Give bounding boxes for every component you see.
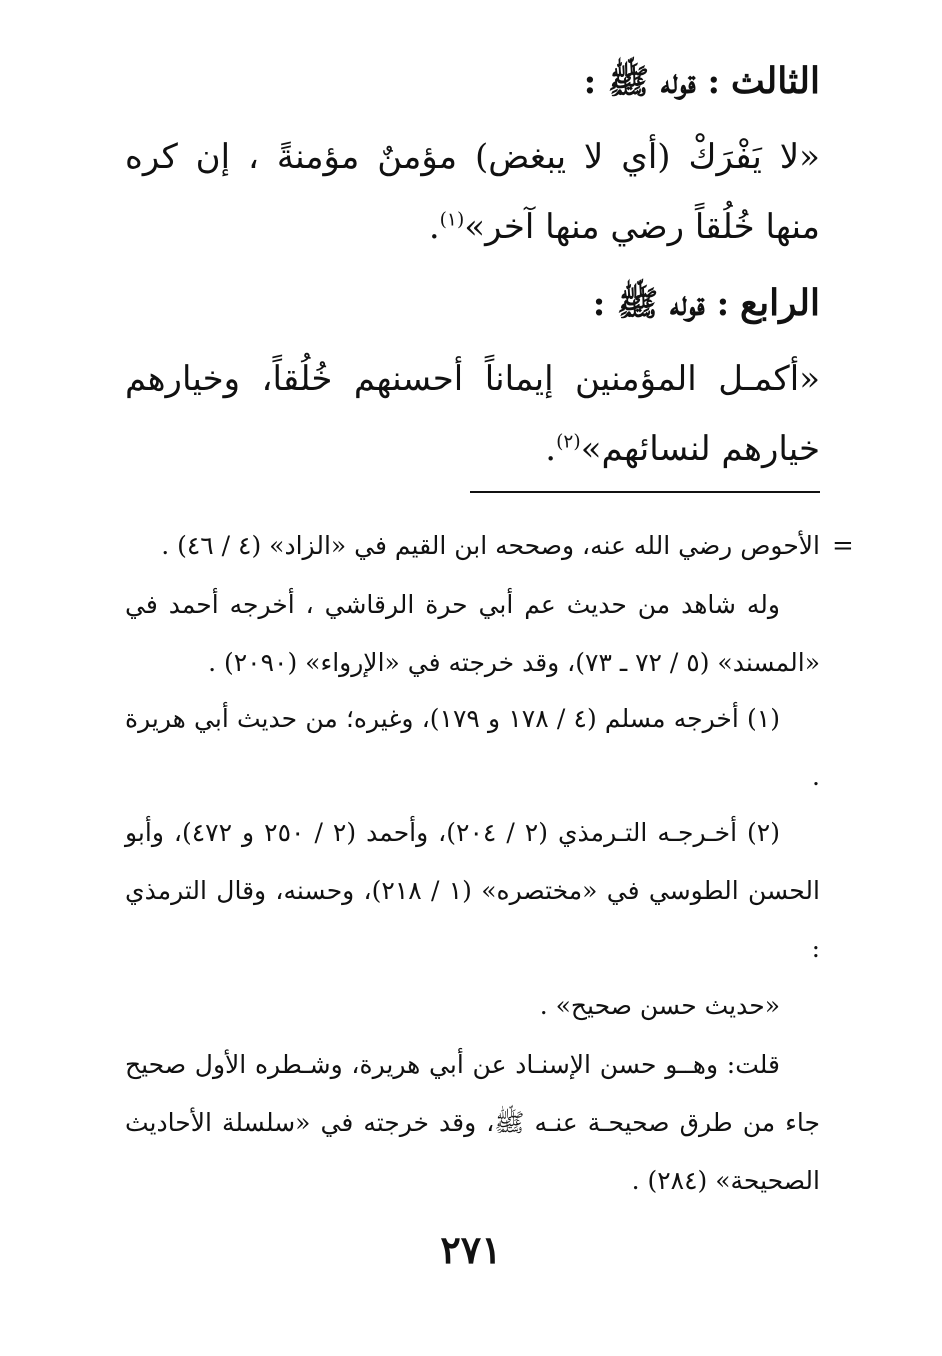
page-number: ٢٧١: [440, 1227, 502, 1272]
footnote-separator: [470, 491, 820, 493]
third-hadith-text: «لا يَفْرَكْ (أي لا يبغض) مؤمنٌ مؤمنةً ، إن كره منها خُلُقاً رضي منها آخر»: [125, 137, 820, 247]
fourth-hadith: [125, 344, 820, 484]
footnote-ref-2: (٢): [556, 431, 581, 453]
fourth-heading-rest: : قوله ﷺ :: [592, 284, 730, 324]
fourth-hadith-end: .: [545, 429, 557, 469]
footnote-quote: «حديث حسن صحيح» .: [539, 991, 780, 1020]
third-hadith-end: .: [428, 207, 440, 247]
footnote-continuation: الأحوص رضي الله عنه، وصححه ابن القيم في «الزاد» (٤ / ٤٦) .: [161, 531, 820, 560]
footnote-2: (٢) أخـرجـه التـرمذي (٢ / ٢٠٤)، وأحمد (٢ / ٢٥٠ و ٤٧٢)، وأبو الحسن الطوسي في «مختصره» (١ / ٢١٨)، وحسنه، وقال الترمذي :: [125, 818, 820, 963]
fourth-hadith-text: «أكمـل المؤمنين إيماناً أحسنهم خُلُقاً، وخيارهم خيارهم لنسائهم»: [125, 359, 820, 469]
footnote-ref-1: (١): [439, 209, 465, 231]
footnote-1: (١) أخرجه مسلم (٤ / ١٧٨ و ١٧٩)، وغيره؛ من حديث أبي هريرة .: [125, 704, 820, 791]
fourth-heading: [125, 268, 820, 339]
third-hadith: [125, 122, 820, 262]
fourth-heading-label: الرابع: [739, 282, 820, 324]
third-heading-label: الثالث: [730, 60, 820, 102]
third-heading-rest: : قوله ﷺ :: [583, 62, 721, 102]
continuation-mark: =: [832, 531, 854, 561]
third-heading: [125, 46, 820, 117]
footnote-shahid: وله شاهد من حديث عم أبي حرة الرقاشي ، أخرجه أحمد في «المسند» (٥ / ٧٢ ـ ٧٣)، وقد خرجته في «الإرواء» (٢٠٩٠) .: [125, 590, 820, 677]
footnote-qult: قلت: وهــو حسن الإسنـاد عن أبي هريرة، وشـطره الأول صحيح جاء من طرق صحيحـة عنـه ﷺ، وقد خرجته في «سلسلة الأحاديث الصحيحة» (٢٨٤) .: [125, 1050, 820, 1195]
